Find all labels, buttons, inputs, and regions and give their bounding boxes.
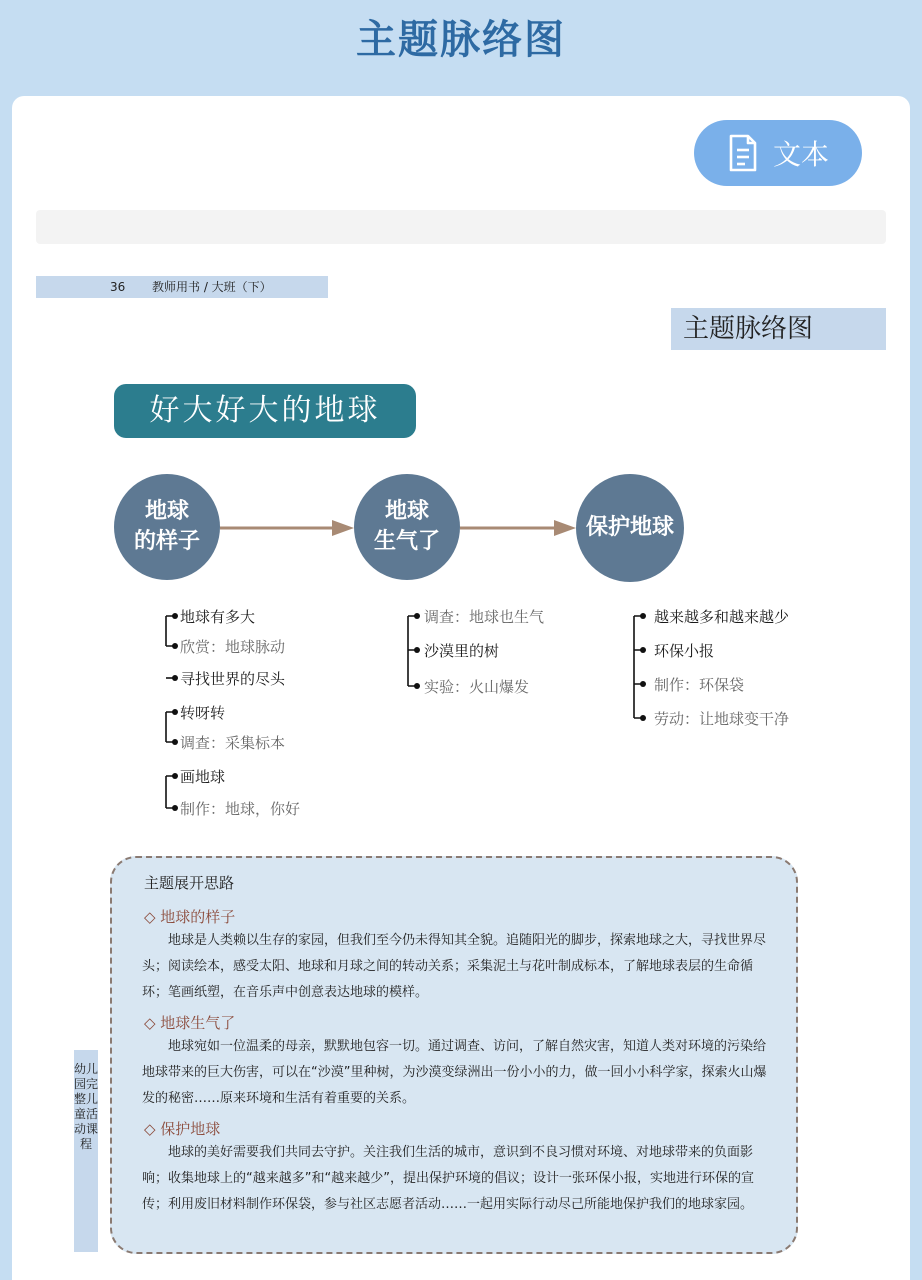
ideas-paragraph: 地球宛如一位温柔的母亲，默默地包容一切。通过调查、访问，了解自然灾害，知道人类对环境的污染给地球带来的巨大伤害，可以在“沙漠”里种树，为沙漠变绿洲出一份小小的力，做一回小小科学家，探索火山爆发的秘密……原来环境和生活有着重要的关系。 bbox=[142, 1039, 767, 1106]
bullet-dot bbox=[172, 613, 178, 619]
ideas-title: 主题展开思路 bbox=[144, 874, 235, 892]
branch-item: 调查：采集标本 bbox=[180, 734, 286, 752]
theme-banner: 好大好大的地球 bbox=[114, 384, 416, 438]
ideas-paragraph: 地球是人类赖以生存的家园，但我们至今仍未得知其全貌。追随阳光的脚步，探索地球之大，寻找世界尽头；阅读绘本，感受太阳、地球和月球之间的转动关系；采集泥土与花叶制成标本，了解地球表层的生命循环；笔画纸塑，在音乐声中创意表达地球的模样。 bbox=[142, 933, 767, 1000]
ideas-section-heading: ◇ 保护地球 bbox=[144, 1120, 221, 1138]
bullet-dot bbox=[640, 681, 646, 687]
ideas-paragraph: 地球的美好需要我们共同去守护。关注我们生活的城市，意识到不良习惯对环境、对地球带来的负面影响；收集地球上的“越来越多”和“越来越少”，提出保护环境的倡议；设计一张环保小报，实地进行环保的宣传；利用废旧材料制作环保袋，参与社区志愿者活动……一起用实际行动尽己所能地保护我们的地球家园。 bbox=[142, 1145, 754, 1212]
bullet-dot bbox=[172, 773, 178, 779]
node-earth-appearance bbox=[114, 474, 220, 580]
bullet-dot bbox=[172, 709, 178, 715]
document-icon bbox=[727, 133, 759, 173]
node-earth-angry bbox=[354, 474, 460, 580]
node-protect-earth bbox=[576, 474, 684, 582]
branch-item: 劳动：让地球变干净 bbox=[654, 710, 790, 728]
branch-item: 实验：火山爆发 bbox=[424, 678, 530, 696]
page-header-bar bbox=[36, 276, 328, 298]
branch-item: 制作：地球，你好 bbox=[180, 800, 301, 818]
text-button-label: 文本 bbox=[772, 138, 829, 171]
bullet-dot bbox=[172, 805, 178, 811]
section-label: 主题脉络图 bbox=[671, 308, 886, 350]
branch-item: 越来越多和越来越少 bbox=[654, 608, 790, 626]
branch-item: 转呀转 bbox=[180, 704, 226, 722]
bullet-dot bbox=[414, 647, 420, 653]
bullet-dot bbox=[414, 683, 420, 689]
arrow-connector bbox=[220, 518, 354, 538]
bullet-dot bbox=[640, 647, 646, 653]
ideas-section-heading: ◇ 地球生气了 bbox=[144, 1014, 236, 1032]
page-title: 主题脉络图 bbox=[356, 17, 566, 63]
node-line: 保护地球 bbox=[585, 515, 674, 540]
arrow-connector bbox=[460, 518, 576, 538]
node-line: 的样子 bbox=[133, 529, 200, 554]
node-line: 生气了 bbox=[373, 529, 440, 554]
theme-ideas-box bbox=[110, 856, 798, 1254]
branch-item: 沙漠里的树 bbox=[424, 642, 500, 660]
node-line: 地球 bbox=[384, 499, 429, 524]
node-line: 地球 bbox=[144, 499, 189, 524]
side-tab-label: 幼儿园完整儿童活动课程 bbox=[74, 1050, 98, 1252]
bullet-dot bbox=[640, 715, 646, 721]
ideas-section-heading: ◇ 地球的样子 bbox=[144, 908, 236, 926]
book-title: 教师用书 / 大班（下） bbox=[152, 280, 272, 294]
branch-item: 欣赏：地球脉动 bbox=[180, 638, 286, 656]
branch-item: 地球有多大 bbox=[180, 608, 256, 626]
branch-item: 调查：地球也生气 bbox=[424, 608, 545, 626]
bullet-dot bbox=[640, 613, 646, 619]
branch-item: 寻找世界的尽头 bbox=[180, 670, 286, 688]
bullet-dot bbox=[172, 675, 178, 681]
bullet-dot bbox=[172, 739, 178, 745]
toolbar-strip bbox=[36, 210, 886, 244]
branch-item: 制作：环保袋 bbox=[654, 676, 745, 694]
branch-item: 画地球 bbox=[180, 768, 226, 786]
text-view-button[interactable] bbox=[694, 120, 862, 186]
branch-item: 环保小报 bbox=[654, 642, 715, 660]
bullet-dot bbox=[414, 613, 420, 619]
bullet-dot bbox=[172, 643, 178, 649]
page-number: 36 bbox=[110, 280, 126, 294]
